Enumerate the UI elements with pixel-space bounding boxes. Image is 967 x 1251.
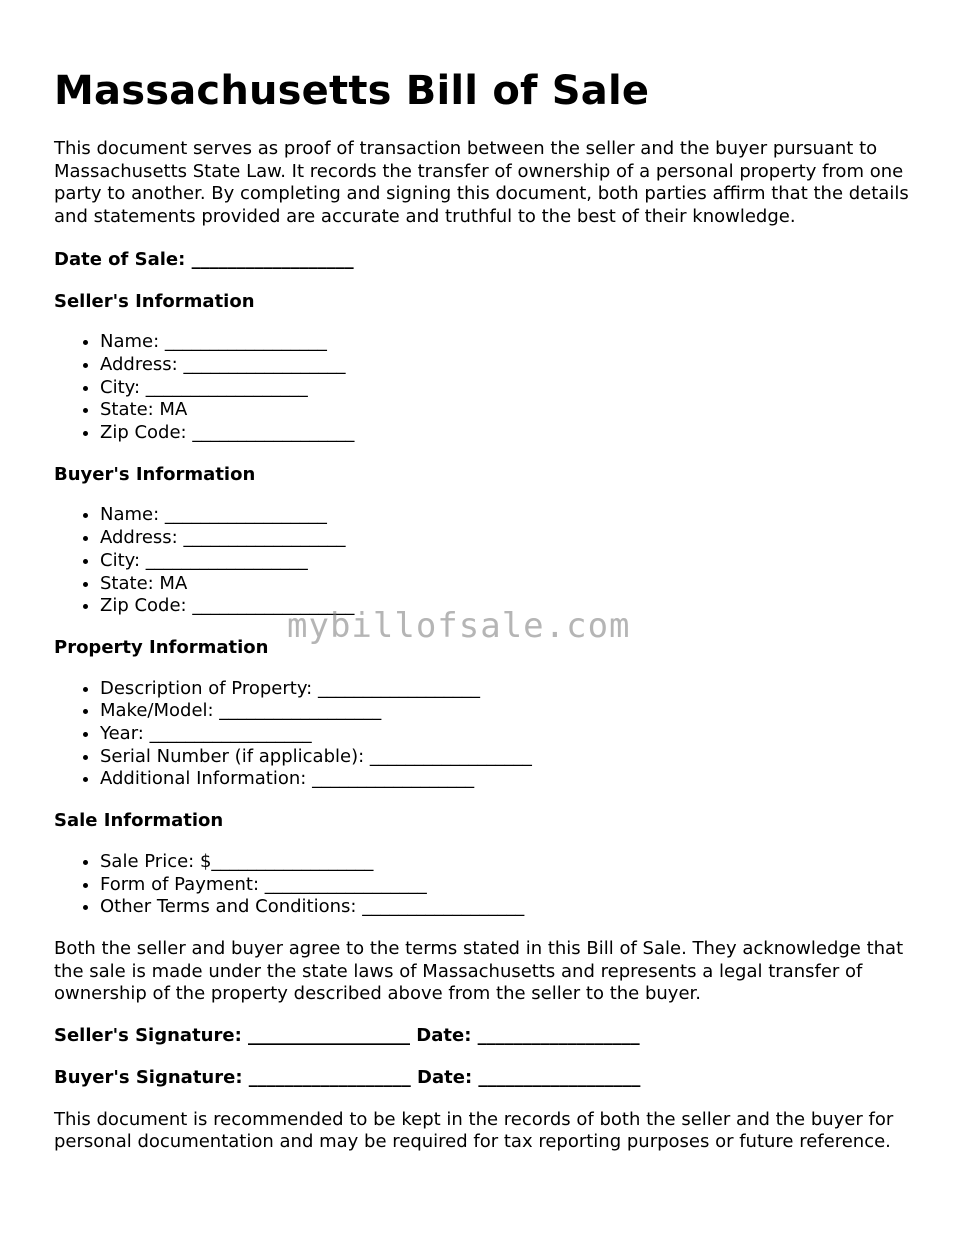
buyer-name-item: • Name: __________________ [100, 504, 914, 527]
sale-payment-item: • Form of Payment: __________________ [100, 874, 914, 897]
agreement-paragraph: Both the seller and buyer agree to the terms stated in this Bill of Sale. They acknowledge that the sale is made under the state laws of Massachusetts and represents a legal transfer of ownership of the property described above from the seller to the buyer. [54, 937, 904, 1005]
sale-price-item: • Sale Price: $__________________ [100, 851, 914, 874]
buyer-signature-line: Buyer's Signature: __________________ Date: __________________ [54, 1066, 641, 1088]
seller-info-list [54, 331, 914, 445]
document-title: Massachusetts Bill of Sale [54, 68, 650, 114]
date-of-sale-line: Date of Sale: __________________ [54, 248, 354, 270]
property-section-heading: Property Information [54, 636, 269, 658]
buyer-zip-item: • Zip Code: __________________ [100, 595, 914, 618]
sale-section-heading: Sale Information [54, 810, 224, 832]
buyer-city-item: • City: __________________ [100, 550, 914, 573]
seller-zip-item: • Zip Code: __________________ [100, 422, 914, 445]
document-page [54, 66, 914, 1154]
property-info-list [54, 678, 914, 792]
seller-state-item: • State: MA [100, 399, 914, 422]
watermark-text: mybillofsale.com [287, 606, 631, 646]
seller-city-item: • City: __________________ [100, 377, 914, 400]
buyer-info-list [54, 504, 914, 618]
buyer-address-item: • Address: __________________ [100, 527, 914, 550]
seller-section-heading: Seller's Information [54, 290, 255, 312]
property-serial-item: • Serial Number (if applicable): __________________ [100, 746, 914, 769]
intro-paragraph: This document serves as proof of transaction between the seller and the buyer pursuant to Massachusetts State Law. It records the transfer of ownership of a personal property from one party to another. By completing and signing this document, both parties affirm that the details and statements provided are accurate and truthful to the best of their knowledge. [54, 138, 909, 228]
seller-address-item: • Address: __________________ [100, 354, 914, 377]
property-make-model-item: • Make/Model: __________________ [100, 700, 914, 723]
seller-signature-line: Seller's Signature: __________________ Date: __________________ [54, 1025, 640, 1047]
buyer-state-item: • State: MA [100, 573, 914, 596]
property-description-item: • Description of Property: __________________ [100, 678, 914, 701]
seller-name-item: • Name: __________________ [100, 331, 914, 354]
sale-info-list [54, 851, 914, 919]
footer-note: This document is recommended to be kept in the records of both the seller and the buyer for personal documentation and may be required for tax reporting purposes or future reference. [54, 1108, 894, 1153]
sale-terms-item: • Other Terms and Conditions: __________________ [100, 896, 914, 919]
property-year-item: • Year: __________________ [100, 723, 914, 746]
buyer-section-heading: Buyer's Information [54, 463, 256, 485]
property-additional-item: • Additional Information: __________________ [100, 768, 914, 791]
